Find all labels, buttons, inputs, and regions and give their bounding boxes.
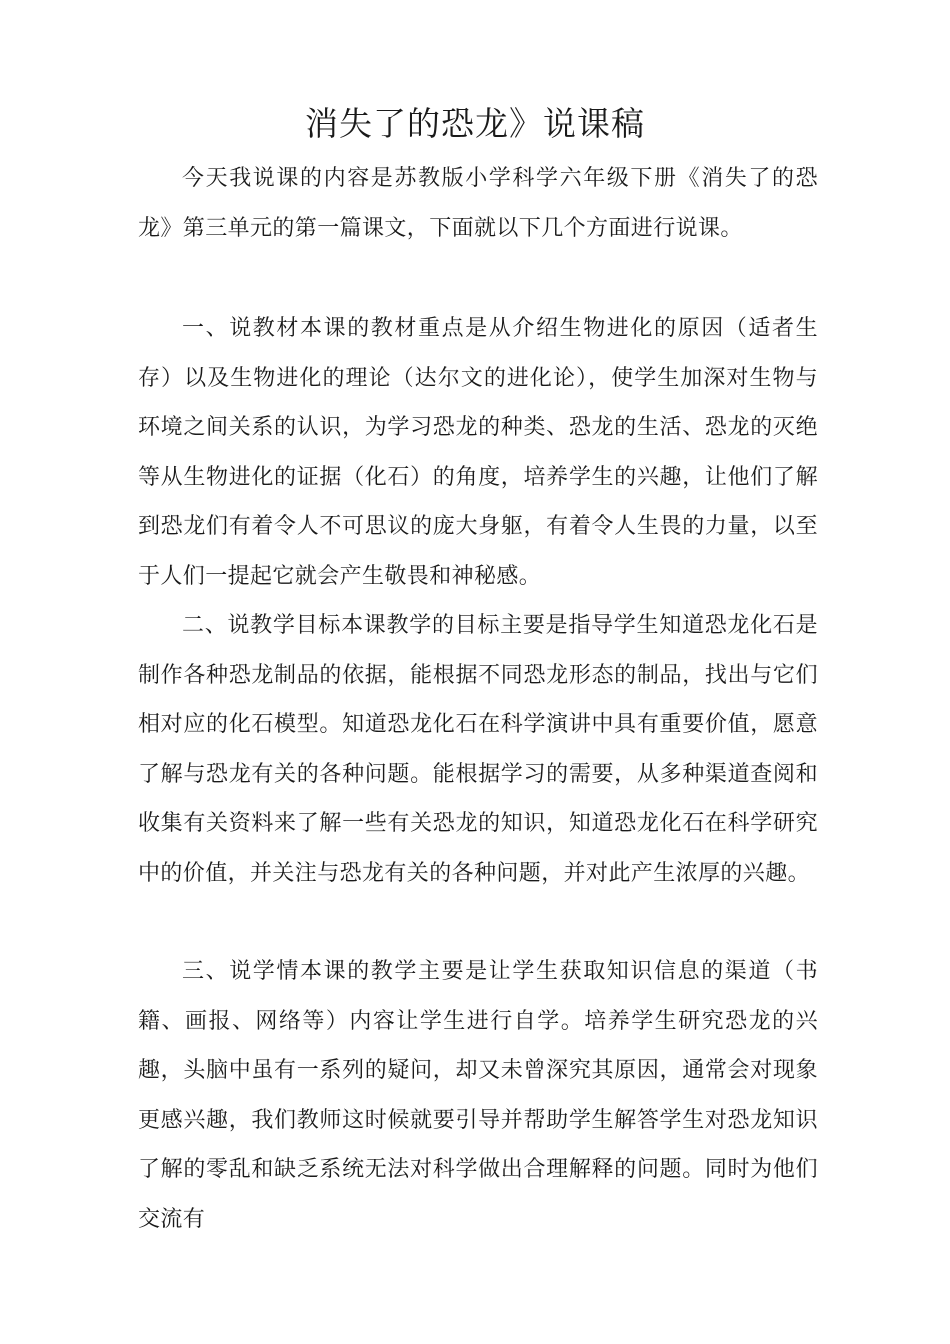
section-textbook-paragraph: 一、说教材本课的教材重点是从介绍生物进化的原因（适者生存）以及生物进化的理论（达尔文的进化论），使学生加深对生物与环境之间关系的认识，为学习恐龙的种类、恐龙的生活、恐龙的灭绝等从生物进化的证据（化石）的角度，培养学生的兴趣，让他们了解到恐龙们有着令人不可思议的庞大身躯，有着令人生畏的力量，以至于人们一提起它就会产生敬畏和神秘感。 — [138, 316, 818, 589]
intro-paragraph: 今天我说课的内容是苏教版小学科学六年级下册《消失了的恐龙》第三单元的第一篇课文，下面就以下几个方面进行说课。 — [138, 166, 818, 241]
section-learners-paragraph: 三、说学情本课的教学主要是让学生获取知识信息的渠道（书籍、画报、网络等）内容让学生进行自学。培养学生研究恐龙的兴趣，头脑中虽有一系列的疑问，却又未曾深究其原因，通常会对现象更感兴趣，我们教师这时候就要引导并帮助学生解答学生对恐龙知识了解的零乱和缺乏系统无法对科学做出合理解释的问题。同时为他们交流有 — [138, 959, 818, 1232]
document-title: 消失了的恐龙》说课稿 — [305, 104, 645, 143]
section-goals-paragraph: 二、说教学目标本课教学的目标主要是指导学生知道恐龙化石是制作各种恐龙制品的依据，能根据不同恐龙形态的制品，找出与它们相对应的化石模型。知道恐龙化石在科学演讲中具有重要价值，愿意了解与恐龙有关的各种问题。能根据学习的需要，从多种渠道查阅和收集有关资料来了解一些有关恐龙的知识，知道恐龙化石在科学研究中的价值，并关注与恐龙有关的各种问题，并对此产生浓厚的兴趣。 — [138, 613, 818, 886]
